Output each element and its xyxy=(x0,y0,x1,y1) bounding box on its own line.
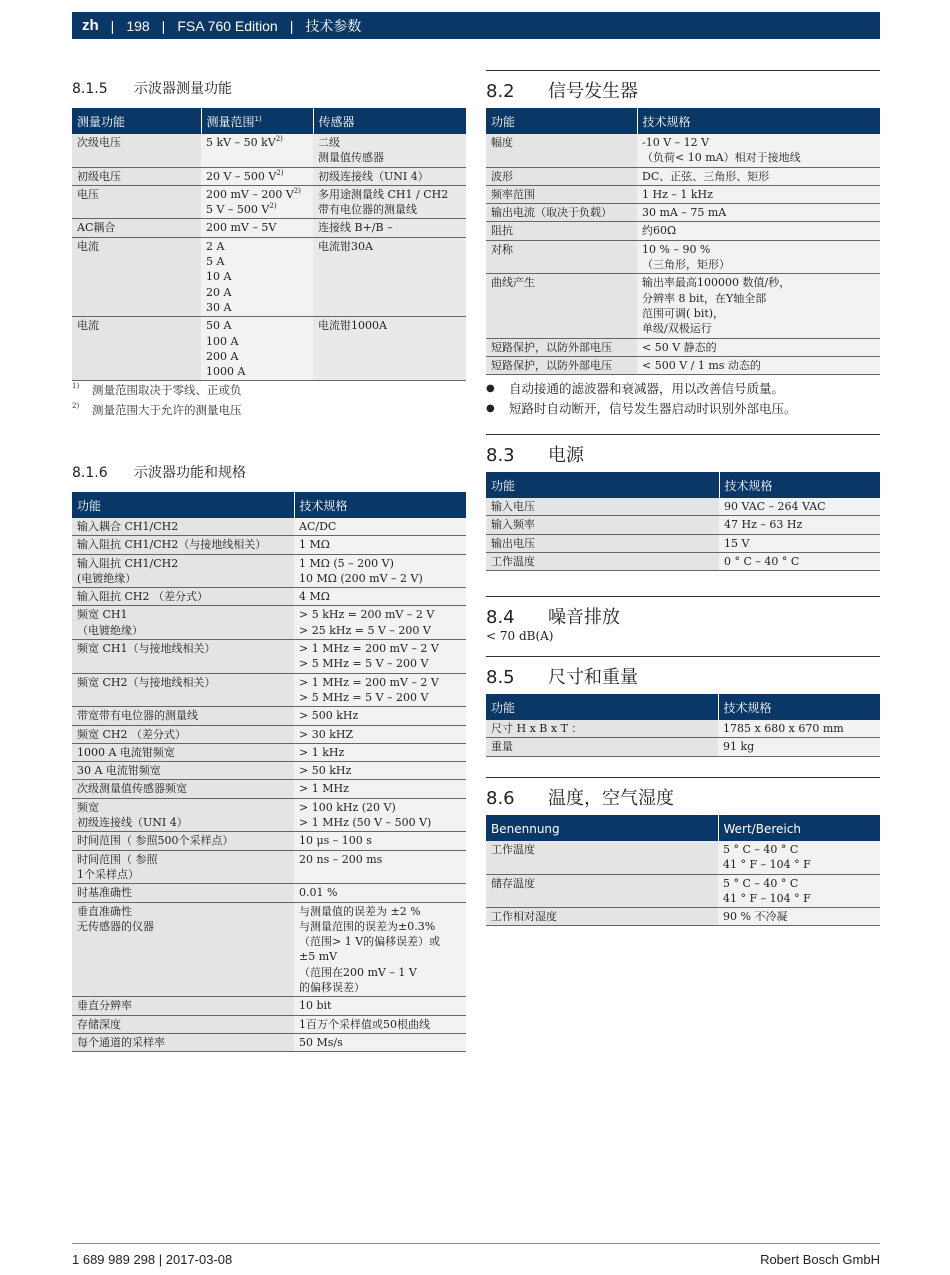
table-row xyxy=(72,554,466,588)
table-row xyxy=(486,516,880,534)
page-footer xyxy=(72,1243,880,1267)
column-header: 技术规格 xyxy=(719,472,880,498)
table-cell: 91 kg xyxy=(718,738,880,756)
table-cell: 工作温度 xyxy=(486,841,718,874)
table-cell: 2 A 5 A 10 A 20 A 30 A xyxy=(201,237,313,316)
table-row xyxy=(486,338,880,356)
section-8-2 xyxy=(486,70,880,103)
table-cell: 4 MΩ xyxy=(294,588,466,606)
table-row xyxy=(72,588,466,606)
column-header: 技术规格 xyxy=(294,492,466,518)
table-cell: 输入频率 xyxy=(486,516,719,534)
table-cell: > 1 kHz xyxy=(294,743,466,761)
table-cell: DC、正弦、三角形、矩形 xyxy=(637,167,880,185)
table-cell: 1785 x 680 x 670 mm xyxy=(718,720,880,738)
table-cell: 10 % – 90 % （三角形，矩形） xyxy=(637,240,880,274)
table-cell: 电流钳30A xyxy=(313,237,466,316)
column-header: Wert/Bereich xyxy=(718,815,880,841)
table-cell: 0.01 % xyxy=(294,884,466,902)
table-row xyxy=(486,204,880,222)
column-header: 功能 xyxy=(486,108,637,134)
table-row xyxy=(486,134,880,167)
table-row xyxy=(72,536,466,554)
table-header-row xyxy=(72,492,466,518)
table-row xyxy=(72,725,466,743)
section-heading-8-2: 8.2 信号发生器 xyxy=(486,81,638,102)
table-cell: 1 Hz – 1 kHz xyxy=(637,185,880,203)
table-cell: 1百万个采样值或50根曲线 xyxy=(294,1015,466,1033)
table-cell: 输出电压 xyxy=(486,534,719,552)
table-row xyxy=(72,707,466,725)
table-cell: 次级电压 xyxy=(72,134,201,167)
table-row xyxy=(486,841,880,874)
section-8-6 xyxy=(486,777,880,810)
table-cell: 输入阻抗 CH2 （差分式） xyxy=(72,588,294,606)
table-cell: AC/DC xyxy=(294,518,466,536)
table-cell: 储存温度 xyxy=(486,874,718,908)
table-row xyxy=(72,798,466,832)
footnote: $^{2)}$ 测量范围大于允许的测量电压 xyxy=(72,402,242,417)
table-cell: 频宽 CH2 （差分式） xyxy=(72,725,294,743)
table-cell: 200 mV – 200 $V^{2)}$ 5 V – 500 $V^{2)}$ xyxy=(201,185,313,219)
table-cell: 短路保护，以防外部电压 xyxy=(486,356,637,374)
signal-generator-notes xyxy=(486,379,797,419)
table-cell: -10 V – 12 V （负荷< 10 mA）相对于接地线 xyxy=(637,134,880,167)
table-cell: 频宽 CH2（与接地线相关） xyxy=(72,673,294,707)
table-cell: > 1 MHz = 200 mV – 2 V > 5 MHz = 5 V – 200 V xyxy=(294,673,466,707)
table-row xyxy=(72,237,466,316)
table-cell: 曲线产生 xyxy=(486,274,637,338)
table-cell: 10 μs – 100 s xyxy=(294,832,466,850)
table-cell: < 50 V 静态的 xyxy=(637,338,880,356)
company-name: Robert Bosch GmbH xyxy=(760,1252,880,1267)
table-header-row xyxy=(486,815,880,841)
table-row xyxy=(72,743,466,761)
table-cell: > 50 kHz xyxy=(294,762,466,780)
measurement-functions-table-wrap xyxy=(72,108,466,381)
table-cell: 每个通道的采样率 xyxy=(72,1033,294,1051)
table-row xyxy=(72,185,466,219)
table-cell: 频率范围 xyxy=(486,185,637,203)
table-cell: 多用途测量线 CH1 / CH2 带有电位器的测量线 xyxy=(313,185,466,219)
table-cell: 输入阻抗 CH1/CH2 (电镀绝缘） xyxy=(72,554,294,588)
table-cell: 电流 xyxy=(72,237,201,316)
table-cell: 尺寸 H x B x T ： xyxy=(486,720,718,738)
table-cell: 工作温度 xyxy=(486,552,719,570)
oscilloscope-specs-table-wrap xyxy=(72,492,466,1052)
section-8-3 xyxy=(486,434,880,467)
table-header-row xyxy=(486,472,880,498)
temperature-table-wrap xyxy=(486,815,880,926)
table-row xyxy=(72,134,466,167)
table-row xyxy=(72,219,466,237)
section-8-4 xyxy=(486,596,880,643)
table-row xyxy=(486,908,880,926)
list-item: ● 短路时自动断开，信号发生器启动时识别外部电压。 xyxy=(486,399,797,419)
table-row xyxy=(72,997,466,1015)
table-cell: 频宽 初级连接线（UNI 4） xyxy=(72,798,294,832)
table-row xyxy=(72,640,466,674)
footnote-marker: 1) xyxy=(254,115,262,124)
document-number-date: 1 689 989 298 | 2017-03-08 xyxy=(72,1252,233,1267)
table-cell: 20 V – 500 $V^{2)}$ xyxy=(201,167,313,185)
table-row xyxy=(72,606,466,640)
column-header: 功能 xyxy=(72,492,294,518)
header-separator: | xyxy=(110,17,115,34)
table-cell: 90 VAC – 264 VAC xyxy=(719,498,880,516)
table-cell: 20 ns – 200 ms xyxy=(294,850,466,884)
chapter-title: 技术参数 xyxy=(305,17,362,34)
table-cell: 输入阻抗 CH1/CH2（与接地线相关） xyxy=(72,536,294,554)
table-cell: 输入电压 xyxy=(486,498,719,516)
table-row xyxy=(72,317,466,381)
table-row xyxy=(486,185,880,203)
table-row xyxy=(486,874,880,908)
column-header: 功能 xyxy=(486,472,719,498)
table-cell: 频宽 CH1 （电镀绝缘） xyxy=(72,606,294,640)
table-cell: 带宽带有电位器的测量线 xyxy=(72,707,294,725)
table-cell: 200 mV – 5V xyxy=(201,219,313,237)
table-row xyxy=(72,762,466,780)
section-8-5 xyxy=(486,656,880,689)
temperature-table xyxy=(486,815,880,926)
page-number: 198 xyxy=(126,17,150,34)
section-heading-8-3: 8.3 电源 xyxy=(486,445,584,466)
table-row xyxy=(486,240,880,274)
table-cell: 波形 xyxy=(486,167,637,185)
table-cell: 47 Hz – 63 Hz xyxy=(719,516,880,534)
table-row xyxy=(486,738,880,756)
table-cell: < 500 V / 1 ms 动态的 xyxy=(637,356,880,374)
table-row xyxy=(72,832,466,850)
table-cell: > 1 MHz = 200 mV – 2 V > 5 MHz = 5 V – 200 V xyxy=(294,640,466,674)
footnote-marker: 2) xyxy=(275,135,283,143)
oscilloscope-specs-table xyxy=(72,492,466,1052)
table-cell: 15 V xyxy=(719,534,880,552)
table-cell: 0 ° C – 40 ° C xyxy=(719,552,880,570)
table-cell: 5 ° C – 40 ° C 41 ° F – 104 ° F xyxy=(718,874,880,908)
column-header: 技术规格 xyxy=(718,694,880,720)
footnotes xyxy=(72,380,242,420)
table-cell: 约60Ω xyxy=(637,222,880,240)
table-row xyxy=(486,534,880,552)
table-row xyxy=(72,1033,466,1051)
table-row xyxy=(486,222,880,240)
measurement-functions-table xyxy=(72,108,466,381)
header-separator: | xyxy=(289,17,294,34)
table-cell: 垂直分辨率 xyxy=(72,997,294,1015)
table-row xyxy=(486,720,880,738)
table-row xyxy=(486,167,880,185)
product-name: FSA 760 Edition xyxy=(177,17,278,34)
table-header-row xyxy=(486,108,880,134)
table-cell: 初级电压 xyxy=(72,167,201,185)
table-cell: 频宽 CH1（与接地线相关） xyxy=(72,640,294,674)
table-cell: 10 bit xyxy=(294,997,466,1015)
table-cell: 幅度 xyxy=(486,134,637,167)
column-header: 测量功能 xyxy=(72,108,201,134)
table-cell: 输入耦合 CH1/CH2 xyxy=(72,518,294,536)
table-cell: 时间范围（ 参照500个采样点） xyxy=(72,832,294,850)
table-row xyxy=(486,498,880,516)
table-row xyxy=(72,673,466,707)
table-cell: 重量 xyxy=(486,738,718,756)
table-cell: 5 ° C – 40 ° C 41 ° F – 104 ° F xyxy=(718,841,880,874)
signal-generator-table-wrap xyxy=(486,108,880,375)
table-cell: 电流 xyxy=(72,317,201,381)
table-cell: 时间范围（ 参照 1个采样点） xyxy=(72,850,294,884)
table-cell: 垂直准确性 无传感器的仪器 xyxy=(72,902,294,997)
power-supply-table xyxy=(486,472,880,571)
page-header xyxy=(72,12,880,39)
table-cell: 二级 测量值传感器 xyxy=(313,134,466,167)
noise-value: < 70 dB(A) xyxy=(486,629,554,643)
section-heading-8-4: 8.4 噪音排放 xyxy=(486,607,620,628)
table-header-row xyxy=(486,694,880,720)
table-cell: 50 A 100 A 200 A 1000 A xyxy=(201,317,313,381)
table-cell: 阻抗 xyxy=(486,222,637,240)
list-item: ● 自动接通的滤波器和衰减器，用以改善信号质量。 xyxy=(486,379,797,399)
table-cell: 时基准确性 xyxy=(72,884,294,902)
table-cell: 1 MΩ xyxy=(294,536,466,554)
table-row xyxy=(486,356,880,374)
table-row xyxy=(72,902,466,997)
signal-generator-table xyxy=(486,108,880,375)
table-cell: 90 % 不冷凝 xyxy=(718,908,880,926)
table-cell: 对称 xyxy=(486,240,637,274)
table-cell: 30 A 电流钳频宽 xyxy=(72,762,294,780)
footnote-marker: 2) xyxy=(293,186,301,195)
table-row xyxy=(72,850,466,884)
footnote: $^{1)}$ 测量范围取决于零线、正或负 xyxy=(72,382,242,397)
table-cell: > 500 kHz xyxy=(294,707,466,725)
table-cell: 1 MΩ (5 – 200 V) 10 MΩ (200 mV – 2 V) xyxy=(294,554,466,588)
table-cell: 次级测量值传感器频宽 xyxy=(72,780,294,798)
column-header: 技术规格 xyxy=(637,108,880,134)
section-heading-8-6: 8.6 温度，空气湿度 xyxy=(486,788,674,809)
table-row xyxy=(72,167,466,185)
table-cell: > 1 MHz xyxy=(294,780,466,798)
column-header: 功能 xyxy=(486,694,718,720)
section-heading-8-1-6: 8.1.6 示波器功能和规格 xyxy=(72,465,246,481)
column-header: Benennung xyxy=(486,815,718,841)
language-code: zh xyxy=(82,17,99,34)
table-cell: 短路保护，以防外部电压 xyxy=(486,338,637,356)
section-heading-8-1-5: 8.1.5 示波器测量功能 xyxy=(72,81,232,97)
table-cell: 30 mA – 75 mA xyxy=(637,204,880,222)
table-row xyxy=(72,884,466,902)
header-separator: | xyxy=(161,17,166,34)
table-cell: > 100 kHz (20 V) > 1 MHz (50 V – 500 V) xyxy=(294,798,466,832)
table-cell: AC耦合 xyxy=(72,219,201,237)
footnote-marker: 2) xyxy=(276,168,284,177)
table-cell: 电流钳1000A xyxy=(313,317,466,381)
table-cell: 50 Ms/s xyxy=(294,1033,466,1051)
table-row xyxy=(486,552,880,570)
table-cell: 初级连接线（UNI 4） xyxy=(313,167,466,185)
table-row xyxy=(72,1015,466,1033)
table-row xyxy=(72,518,466,536)
dimensions-table-wrap xyxy=(486,694,880,757)
table-cell: 输出电流（取决于负载） xyxy=(486,204,637,222)
table-row xyxy=(72,780,466,798)
table-cell: 存储深度 xyxy=(72,1015,294,1033)
table-cell: 1000 A 电流钳频宽 xyxy=(72,743,294,761)
table-cell: > 5 kHz = 200 mV – 2 V > 25 kHz = 5 V – 200 V xyxy=(294,606,466,640)
column-header: 传感器 xyxy=(313,108,466,134)
section-heading-8-5: 8.5 尺寸和重量 xyxy=(486,667,638,688)
table-row xyxy=(486,274,880,338)
table-cell: 电压 xyxy=(72,185,201,219)
table-cell: 工作相对湿度 xyxy=(486,908,718,926)
table-cell: 与测量值的误差为 ±2 % 与测量范围的误差为±0.3% （范围> 1 V的偏移误差）或 ±5 mV （范围在200 mV – 1 V 的偏移误差） xyxy=(294,902,466,997)
table-cell: 输出率最高100000 数值/秒， 分辨率 8 bit，在Y轴全部 范围可调( bit)， 单级/双极运行 xyxy=(637,274,880,338)
table-cell: 5 kV – 50 $kV^{2)}$ xyxy=(201,134,313,167)
dimensions-table xyxy=(486,694,880,757)
table-cell: > 30 kHZ xyxy=(294,725,466,743)
table-cell: 连接线 B+/B – xyxy=(313,219,466,237)
footnote-marker: 2) xyxy=(269,202,277,211)
column-header: 测量范围$^{1)}$ xyxy=(201,108,313,134)
table-header-row xyxy=(72,108,466,134)
power-supply-table-wrap xyxy=(486,472,880,571)
